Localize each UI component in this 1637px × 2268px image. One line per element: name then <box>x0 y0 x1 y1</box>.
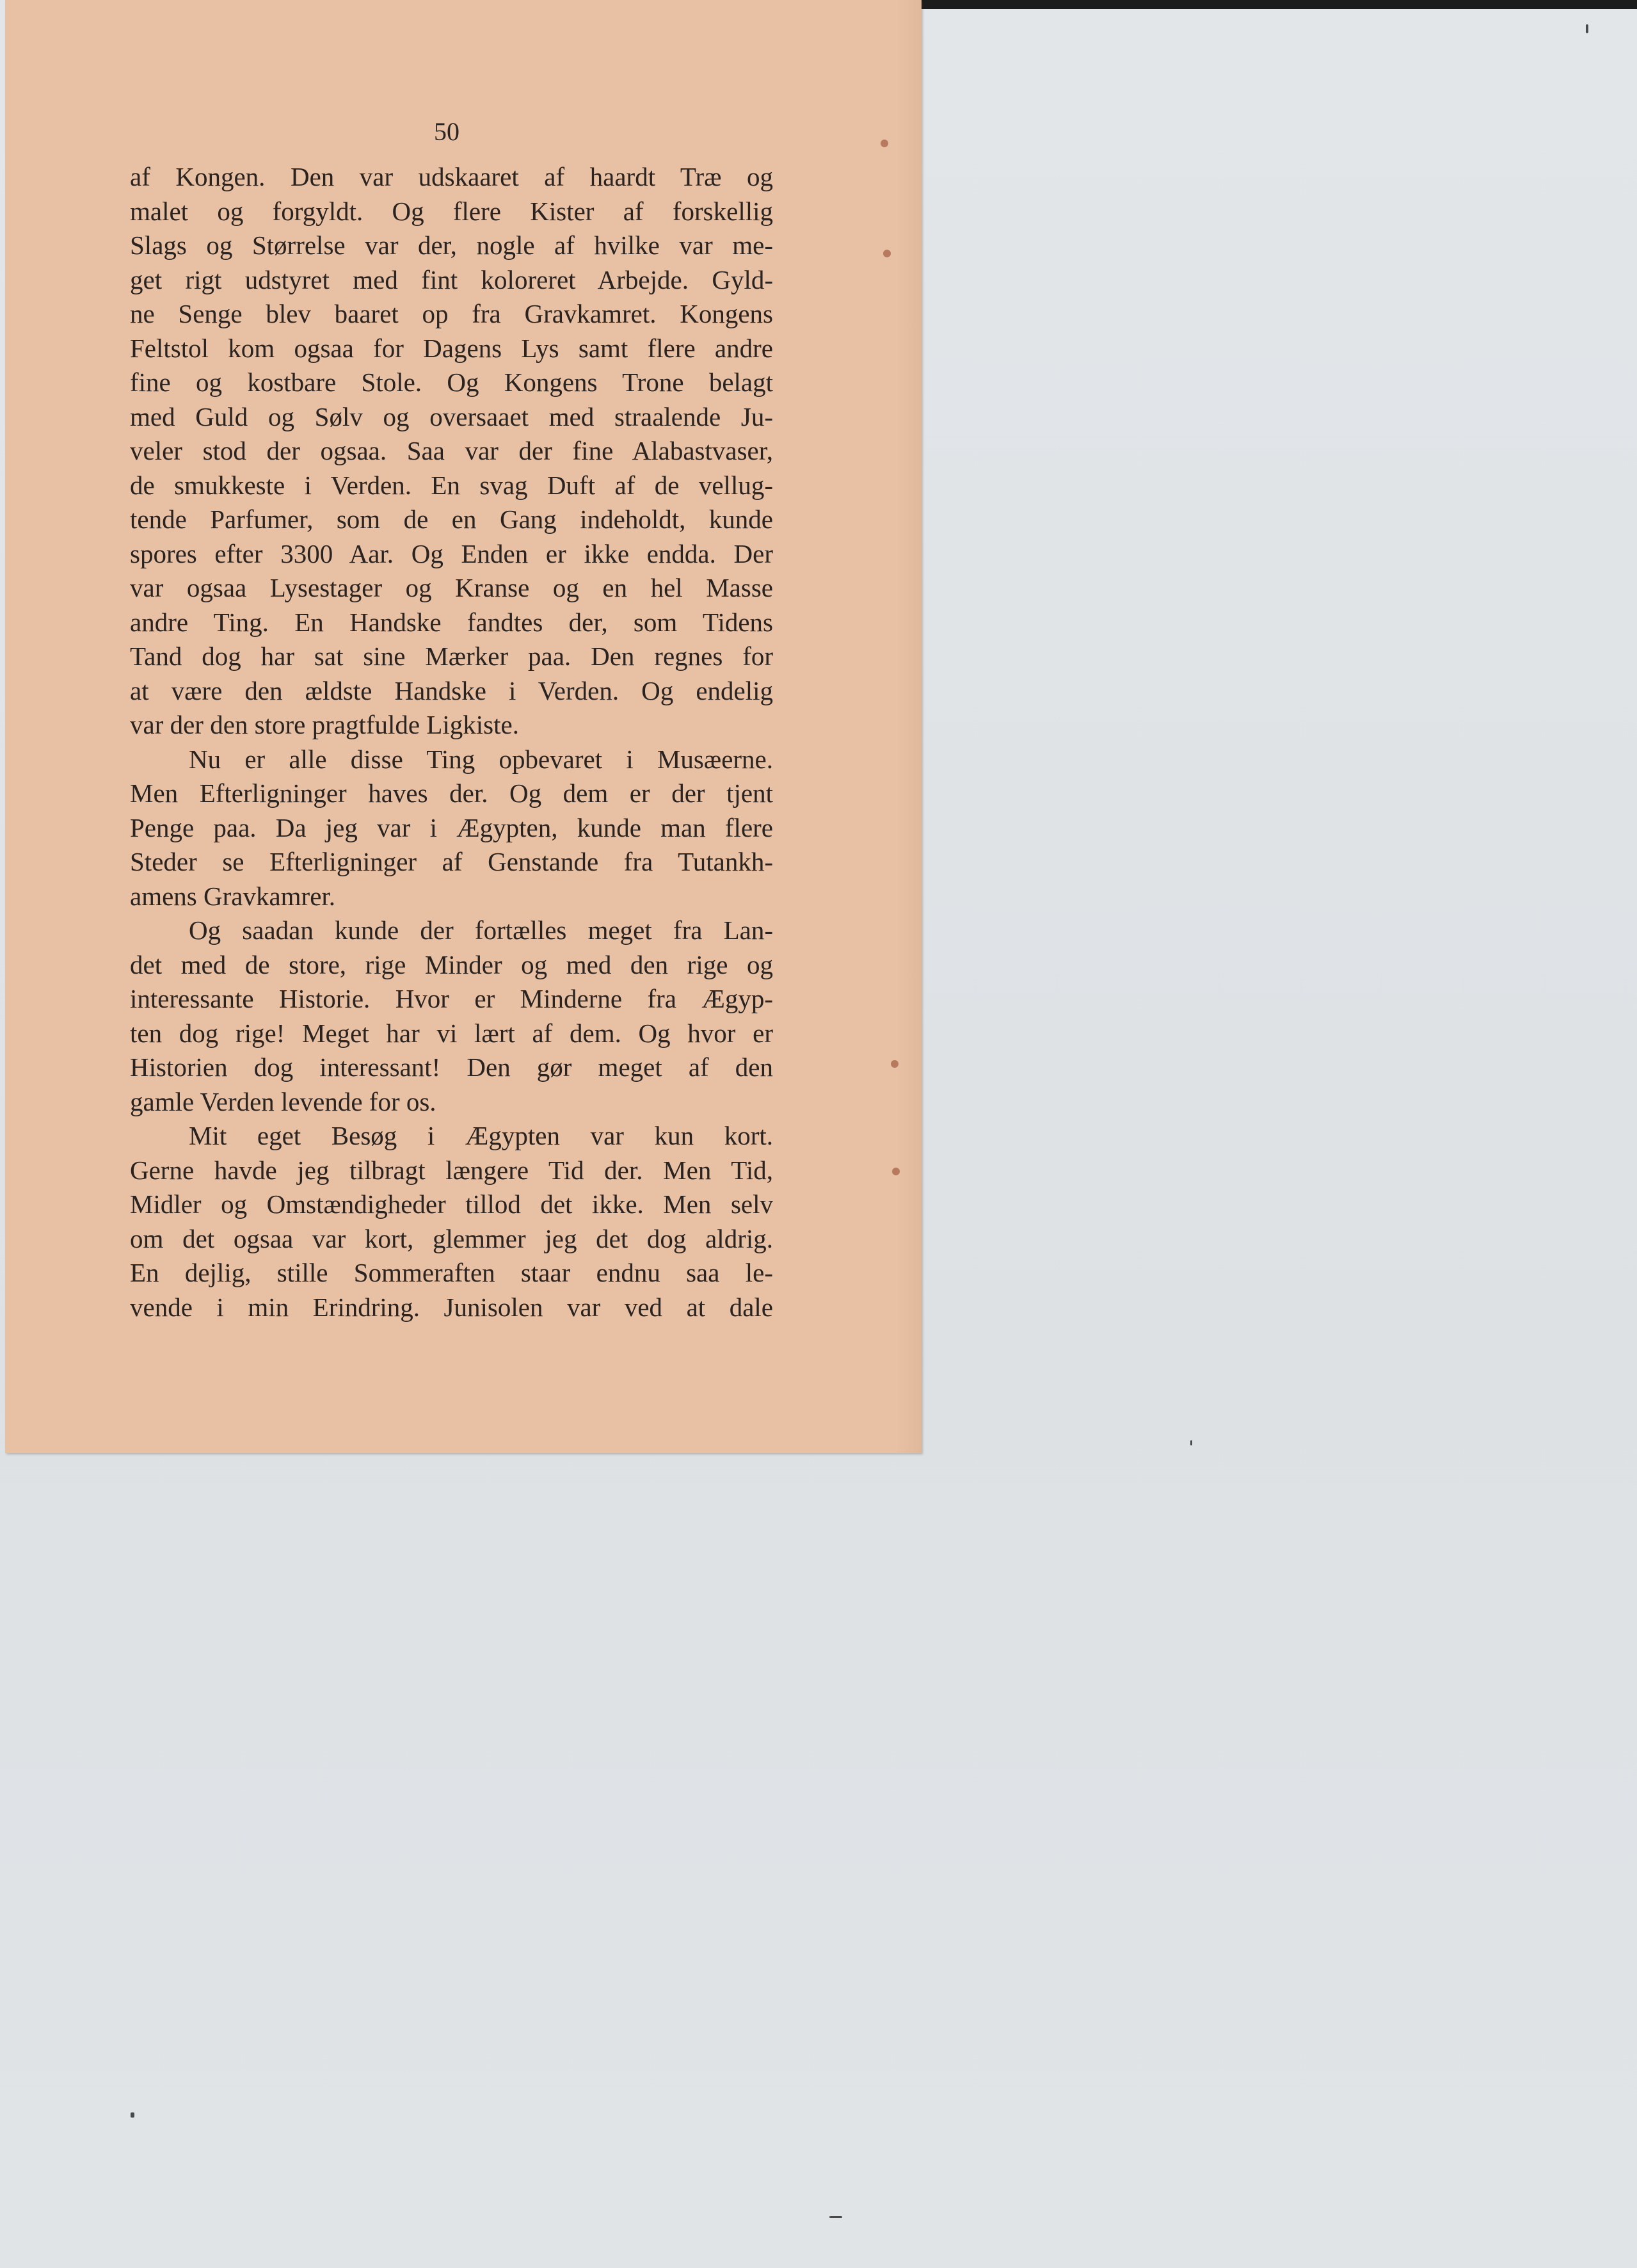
text-line: interessante Historie. Hvor er Minderne fra Ægyp- <box>130 984 773 1013</box>
text-line: Gerne havde jeg tilbragt længere Tid der. Men Tid, <box>130 1155 773 1185</box>
text-line: spores efter 3300 Aar. Og Enden er ikke endda. Der <box>130 538 773 568</box>
text-line: med Guld og Sølv og oversaaet med straalende Ju- <box>130 401 773 431</box>
dust-speck <box>131 2112 134 2118</box>
text-line: gamle Verden levende for os. <box>130 1086 436 1116</box>
text-line: var ogsaa Lysestager og Kranse og en hel Masse <box>130 573 773 602</box>
text-line: andre Ting. En Handske fandtes der, som Tidens <box>130 607 773 637</box>
text-line: Men Efterligninger haves der. Og dem er der tjent <box>130 778 773 808</box>
text-line: Penge paa. Da jeg var i Ægypten, kunde man flere <box>130 812 773 842</box>
text-line: Steder se Efterligninger af Genstande fra Tutankh- <box>130 847 773 876</box>
paragraph <box>130 160 773 743</box>
paragraph <box>130 913 773 1119</box>
text-line: Og saadan kunde der fortælles meget fra Lan- <box>189 915 773 945</box>
binding-hole <box>881 140 888 147</box>
text-line: om det ogsaa var kort, glemmer jeg det dog aldrig. <box>130 1223 773 1253</box>
text-line: En dejlig, stille Sommeraften staar endnu saa le- <box>130 1258 773 1287</box>
text-line: det med de store, rige Minder og med den rige og <box>130 949 773 979</box>
text-line: fine og kostbare Stole. Og Kongens Trone belagt <box>130 367 773 397</box>
text-line: Midler og Omstændigheder tillod det ikke. Men selv <box>130 1189 773 1219</box>
binding-hole <box>883 250 891 257</box>
text-line: Mit eget Besøg i Ægypten var kun kort. <box>189 1121 773 1150</box>
text-line: malet og forgyldt. Og flere Kister af forskellig <box>130 196 773 226</box>
body-text <box>130 160 773 1324</box>
text-line: Tand dog har sat sine Mærker paa. Den regnes for <box>130 641 773 671</box>
binding-hole <box>891 1060 898 1068</box>
text-line: Historien dog interessant! Den gør meget af den <box>130 1052 773 1082</box>
text-line: veler stod der ogsaa. Saa var der fine Alabastvaser, <box>130 436 773 465</box>
text-line: de smukkeste i Verden. En svag Duft af de vellug- <box>130 470 773 500</box>
text-line: Nu er alle disse Ting opbevaret i Musæerne. <box>189 744 773 774</box>
text-line: ne Senge blev baaret op fra Gravkamret. Kongens <box>130 299 773 328</box>
paragraph <box>130 743 773 914</box>
text-line: tende Parfumer, som de en Gang indeholdt, kunde <box>130 504 773 534</box>
text-line: ten dog rige! Meget har vi lært af dem. Og hvor er <box>130 1018 773 1048</box>
text-line: af Kongen. Den var udskaaret af haardt Træ og <box>130 162 773 191</box>
book-page <box>5 0 922 1453</box>
text-line: amens Gravkamrer. <box>130 881 336 911</box>
dust-speck <box>1190 1440 1192 1445</box>
dust-speck <box>1586 24 1588 33</box>
page-number: 50 <box>434 117 459 146</box>
dust-speck <box>829 2216 842 2218</box>
paragraph <box>130 1119 773 1324</box>
text-line: Feltstol kom ogsaa for Dagens Lys samt flere andre <box>130 333 773 363</box>
text-line: at være den ældste Handske i Verden. Og endelig <box>130 675 773 705</box>
binding-hole <box>892 1168 900 1175</box>
scanner-edge-strip <box>902 0 1637 9</box>
text-line: Slags og Størrelse var der, nogle af hvilke var me- <box>130 230 773 260</box>
text-line: get rigt udstyret med fint koloreret Arbejde. Gyld- <box>130 264 773 294</box>
text-line: vende i min Erindring. Junisolen var ved at dale <box>130 1292 773 1322</box>
text-line: var der den store pragtfulde Ligkiste. <box>130 710 519 739</box>
